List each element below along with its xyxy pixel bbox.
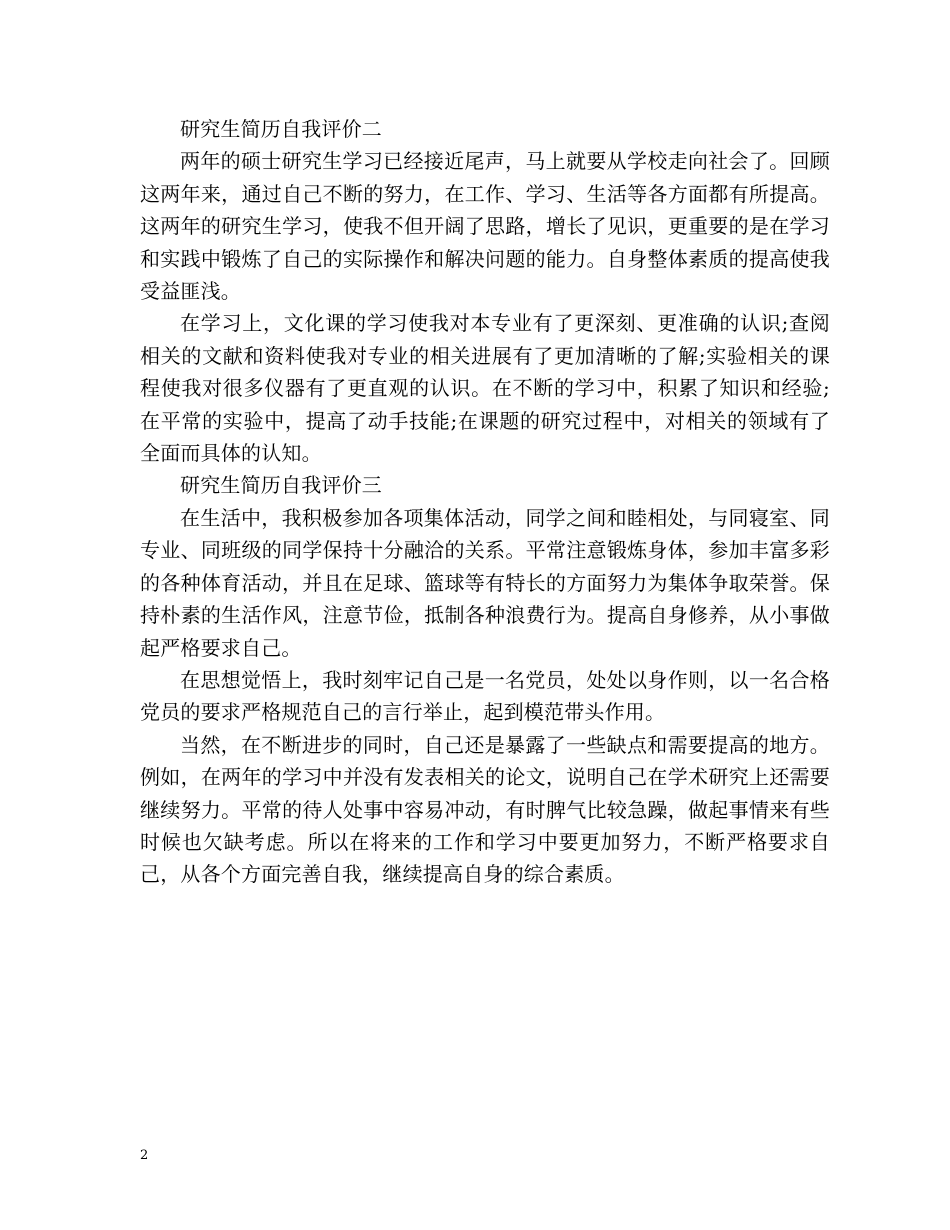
- page-number: 2: [140, 1148, 149, 1163]
- paragraph-shortcomings: 当然，在不断进步的同时，自己还是暴露了一些缺点和需要提高的地方。例如，在两年的学习中并没有发表相关的论文，说明自己在学术研究上还需要继续努力。平常的待人处事中容易冲动，有时脾气比较急躁，做起事情来有些时候也欠缺考虑。所以在将来的工作和学习中要更加努力，不断严格要求自己，从各个方面完善自我，继续提高自身的综合素质。: [140, 732, 830, 887]
- paragraph-study: 在学习上，文化课的学习使我对本专业有了更深刻、更准确的认识;查阅相关的文献和资料使我对专业的相关进展有了更加清晰的了解;实验相关的课程使我对很多仪器有了更直观的认识。在不断的学习中，积累了知识和经验;在平常的实验中，提高了动手技能;在课题的研究过程中，对相关的领域有了全面而具体的认知。: [140, 311, 830, 466]
- paragraph-ideology: 在思想觉悟上，我时刻牢记自己是一名党员，处处以身作则，以一名合格党员的要求严格规范自己的言行举止，起到模范带头作用。: [140, 667, 830, 725]
- document-body: [140, 113, 830, 891]
- section-heading-3: 研究生简历自我评价三: [180, 473, 382, 498]
- section-heading-2: 研究生简历自我评价二: [180, 117, 382, 141]
- paragraph-graduate-summary: 两年的硕士研究生学习已经接近尾声，马上就要从学校走向社会了。回顾这两年来，通过自己不断的努力，在工作、学习、生活等各方面都有所提高。这两年的研究生学习，使我不但开阔了思路，增长了见识，更重要的是在学习和实践中锻炼了自己的实际操作和解决问题的能力。自身整体素质的提高使我受益匪浅。: [140, 149, 830, 304]
- paragraph-life: 在生活中，我积极参加各项集体活动，同学之间和睦相处，与同寝室、同专业、同班级的同学保持十分融洽的关系。平常注意锻炼身体，参加丰富多彩的各种体育活动，并且在足球、篮球等有特长的方面努力为集体争取荣誉。保持朴素的生活作风，注意节俭，抵制各种浪费行为。提高自身修养，从小事做起严格要求自己。: [140, 505, 830, 660]
